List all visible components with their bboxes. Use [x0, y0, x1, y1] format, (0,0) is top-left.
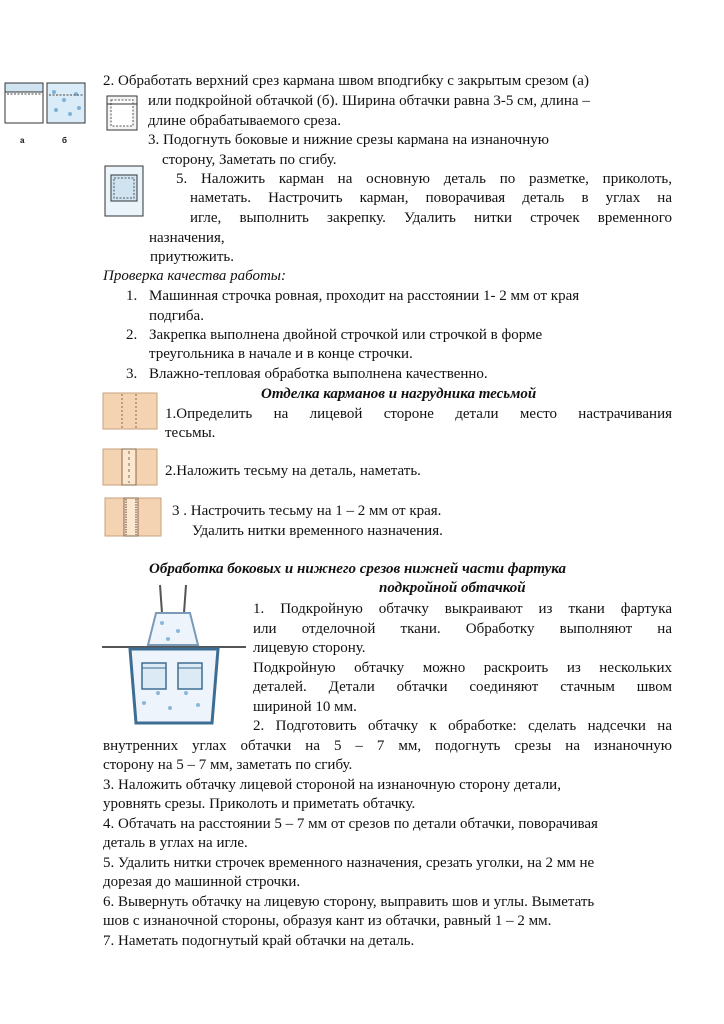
tape-step1-line1: 1.Определить на лицевой стороне детали место настрачивания — [165, 406, 672, 422]
apron-line-1: 1. Подкройную обтачку выкраивают из ткани фартука — [253, 601, 672, 617]
tape-stitch-figure — [104, 497, 162, 537]
fig-label-b: б — [62, 136, 67, 145]
apron-heading-line1: Обработка боковых и нижнего срезов нижней части фартука — [149, 561, 567, 577]
quality-item-2-num: 2. — [126, 327, 138, 343]
apron-line-17: шов с изнаночной стороны, образуя кант из обтачки, равный 1 – 2 мм. — [103, 913, 552, 929]
apron-heading-line2: подкройной обтачкой — [379, 580, 526, 596]
tape-heading: Отделка карманов и нагрудника тесьмой — [261, 386, 537, 402]
quality-item-1-line1: Машинная строчка ровная, проходит на расстоянии 1- 2 мм от края — [149, 288, 580, 304]
pocket-step2-line3: длине обрабатываемого среза. — [148, 113, 341, 129]
quality-item-3-line1: Влажно-тепловая обработка выполнена качественно. — [149, 366, 488, 382]
pocket-step2-line1: 2. Обработать верхний срез кармана швом вподгибку с закрытым срезом (а) — [103, 73, 589, 89]
tape-baste-figure — [102, 448, 158, 486]
tape-mark-figure — [102, 392, 158, 430]
tape-step2: 2.Наложить тесьму на деталь, наметать. — [165, 463, 421, 479]
quality-item-3-num: 3. — [126, 366, 138, 382]
apron-line-13: деталь в углах на игле. — [103, 835, 248, 851]
quality-item-1-line2: подгиба. — [149, 308, 204, 324]
apron-line-9: сторону на 5 – 7 мм, заметать по сгибу. — [103, 757, 353, 773]
quality-item-2-line2: треугольника в начале и в конце строчки. — [149, 346, 413, 362]
apron-line-15: дорезая до машинной строчки. — [103, 874, 301, 890]
tape-step3-line1: 3 . Настрочить тесьму на 1 – 2 мм от края. — [172, 503, 442, 519]
apron-line-4: Подкройную обтачку можно раскроить из нескольких — [253, 660, 672, 676]
pocket-attach-figure — [104, 165, 144, 217]
apron-line-14: 5. Удалить нитки строчек временного назначения, срезать уголки, на 2 мм не — [103, 855, 595, 871]
apron-line-18: 7. Наметать подогнутый край обтачки на деталь. — [103, 933, 415, 949]
apron-line-8: внутренних углах обтачки на 5 – 7 мм, подогнуть срезы на изнаночную — [103, 738, 672, 754]
apron-figure — [100, 583, 250, 728]
apron-line-2: или отделочной ткани. Обработку выполняют на — [253, 621, 672, 637]
apron-line-3: лицевую сторону. — [253, 640, 366, 656]
apron-line-12: 4. Обтачать на расстоянии 5 – 7 мм от срезов по детали обтачки, поворачивая — [103, 816, 598, 832]
quality-heading: Проверка качества работы: — [103, 268, 286, 284]
quality-item-2-line1: Закрепка выполнена двойной строчкой или строчкой в форме — [149, 327, 543, 343]
pocket-step5-line1: 5. Наложить карман на основную деталь по разметке, приколоть, — [176, 171, 672, 187]
apron-line-10: 3. Наложить обтачку лицевой стороной на изнаночную сторону детали, — [103, 777, 561, 793]
pocket-fold-figure — [106, 95, 138, 131]
tape-step1-line2: тесьмы. — [165, 425, 216, 441]
pocket-step5-line2: наметать. Настрочить карман, поворачивая деталь в углах на — [190, 190, 672, 206]
apron-line-6: шириной 10 мм. — [253, 699, 357, 715]
apron-line-16: 6. Вывернуть обтачку на лицевую сторону, выправить шов и углы. Выметать — [103, 894, 595, 910]
fig-label-a: а — [20, 136, 25, 145]
quality-item-1-num: 1. — [126, 288, 138, 304]
tape-step3-line2: Удалить нитки временного назначения. — [192, 523, 443, 539]
pocket-step5-line4: назначения, — [149, 230, 225, 246]
pocket-step5-line3: игле, выполнить закрепку. Удалить нитки строчек временного — [190, 210, 672, 226]
pocket-step5-line5: приутюжить. — [150, 249, 234, 265]
pocket-step2-line2: или подкройной обтачкой (б). Ширина обтачки равна 3-5 см, длина – — [148, 93, 590, 109]
pocket-step3-line2: сторону, Заметать по сгибу. — [162, 152, 337, 168]
apron-line-5: деталей. Детали обтачки соединяют стачным швом — [253, 679, 672, 695]
pocket-step3-line1: 3. Подогнуть боковые и нижние срезы кармана на изнаночную — [148, 132, 549, 148]
apron-line-11: уровнять срезы. Приколоть и приметать обтачку. — [103, 796, 416, 812]
pocket-hem-figure — [4, 82, 86, 132]
apron-line-7: 2. Подготовить обтачку к обработке: сделать надсечки на — [253, 718, 672, 734]
